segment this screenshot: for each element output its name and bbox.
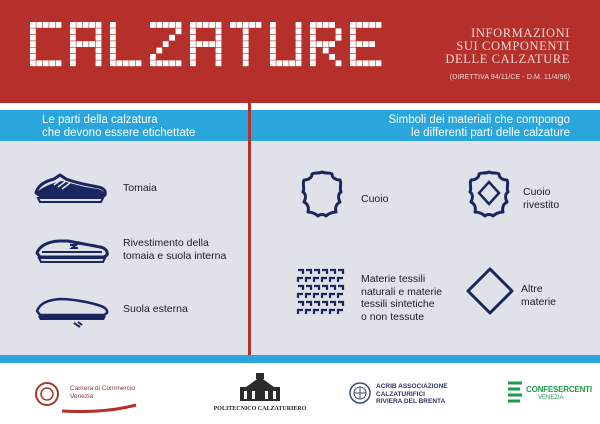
label-line: Altre xyxy=(521,283,543,295)
page-title xyxy=(30,22,390,70)
item-label-sole xyxy=(123,303,188,316)
shoe-parts-panel xyxy=(0,141,248,355)
label-line: Rivestimento della xyxy=(123,237,209,249)
banner-line: Le parti della calzatura xyxy=(42,114,158,126)
logo-text-line: CONFESERCENTI xyxy=(526,385,592,394)
confesercenti-mark-icon xyxy=(506,379,524,405)
politecnico-logo xyxy=(210,373,310,418)
pixel-title-text xyxy=(30,22,390,70)
material-symbols-panel xyxy=(251,141,600,355)
symbol-label-coated-leather xyxy=(523,186,559,211)
bottom-blue-strip xyxy=(0,355,600,363)
logo-text-line: ACRIB ASSOCIAZIONE xyxy=(376,383,448,390)
label-line: materie xyxy=(521,295,557,308)
logo-text-line: RIVIERA DEL BRENTA xyxy=(376,398,446,405)
item-label-upper xyxy=(123,182,157,195)
shoe-upper-icon xyxy=(32,171,110,205)
directive-reference: (DIRETTIVA 94/11/CE - D.M. 11/4/96) xyxy=(449,74,570,81)
info-line: SUI COMPONENTI xyxy=(456,39,570,53)
confesercenti-logo xyxy=(506,377,592,413)
label-line: naturali e materie xyxy=(361,285,443,298)
symbol-label-leather xyxy=(361,193,388,206)
other-materials-icon xyxy=(465,266,515,316)
label-line: Suola esterna xyxy=(123,303,188,315)
acrib-logo xyxy=(348,377,468,413)
red-swoosh-icon xyxy=(60,403,140,413)
label-line: tomaia e suola interna xyxy=(123,249,227,262)
textile-icon xyxy=(295,266,347,318)
shoe-sole-icon xyxy=(32,293,112,329)
label-line: Tomaia xyxy=(123,182,157,194)
label-line: Cuoio xyxy=(361,193,389,205)
camera-commercio-logo xyxy=(34,377,144,413)
symbol-label-textile xyxy=(361,273,442,323)
logo-text-line: Camera di Commercio xyxy=(70,385,136,392)
item-label-lining xyxy=(123,237,226,262)
shoe-lining-icon xyxy=(32,233,112,265)
header-band xyxy=(0,0,600,103)
acrib-emblem-icon xyxy=(348,381,372,405)
info-line: DELLE CALZATURE xyxy=(445,52,570,66)
villa-building-icon xyxy=(236,373,284,403)
banner-line: Simboli dei materiali che compongo xyxy=(388,114,570,126)
label-line: Materie tessili xyxy=(361,273,426,285)
sponsor-footer xyxy=(0,363,600,424)
logo-text-line: VENEZIA xyxy=(538,395,564,401)
leather-hide-icon xyxy=(296,168,348,220)
symbol-label-other xyxy=(521,283,556,308)
info-line: INFORMAZIONI xyxy=(471,26,570,40)
left-section-banner xyxy=(0,110,248,141)
label-line: tessili sintetiche xyxy=(361,298,435,310)
label-line: Cuoio xyxy=(523,186,551,198)
seal-icon xyxy=(34,381,60,407)
logo-text-line: Venezia xyxy=(70,392,94,400)
label-line: o non tessute xyxy=(361,310,425,323)
label-line: rivestito xyxy=(523,198,560,211)
logo-text-line: CALZATURIFICI xyxy=(376,390,425,398)
politecnico-label: POLITECNICO CALZATURIERO xyxy=(213,406,307,412)
banner-line: che devono essere etichettate xyxy=(42,127,196,139)
banner-line: le differenti parti delle calzature xyxy=(411,127,570,139)
right-section-banner xyxy=(251,110,600,141)
coated-leather-icon xyxy=(463,168,515,220)
info-block xyxy=(390,27,570,81)
